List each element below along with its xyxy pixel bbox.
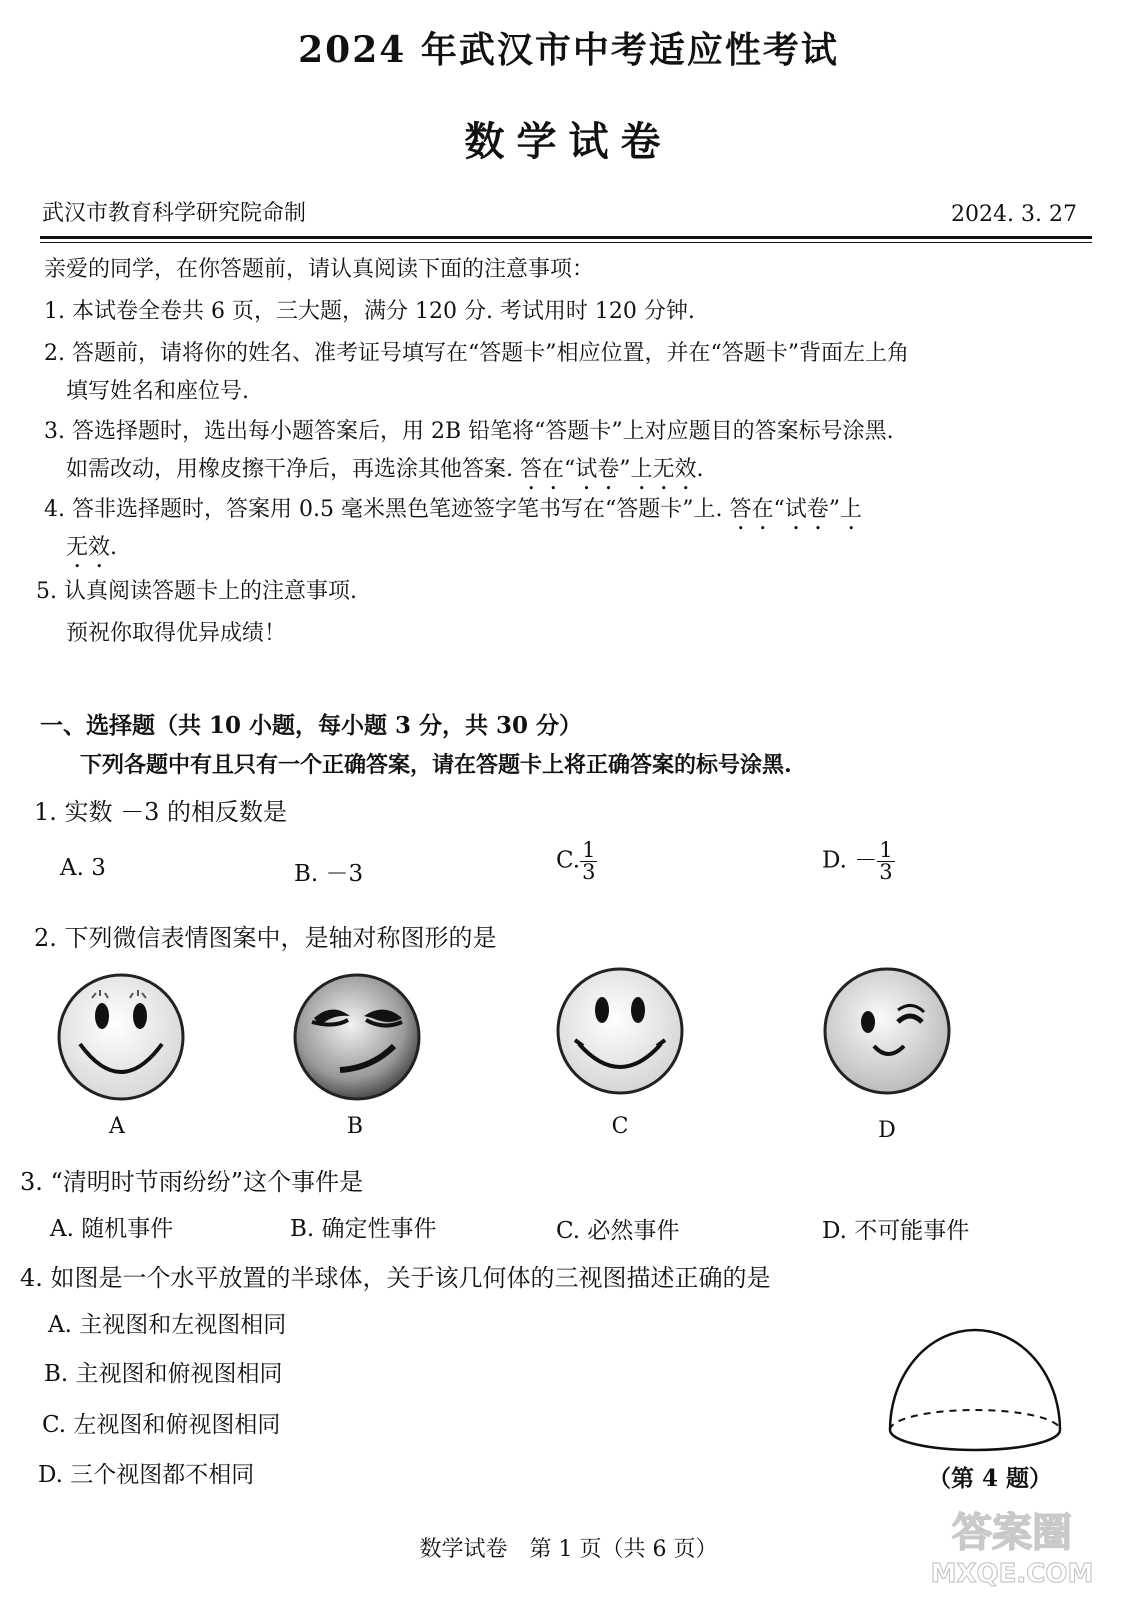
emoji-face-c — [555, 966, 685, 1096]
q1-option-c-prefix: C. — [556, 847, 581, 874]
q1-option-d-denominator: 3 — [879, 860, 893, 884]
notice-item-5: 5. 认真阅读答题卡上的注意事项. — [36, 579, 357, 604]
q1-stem: 1. 实数 －3 的相反数是 — [34, 798, 288, 826]
notice-item-3-line1: 3. 答选择题时，选出每小题答案后，用 2B 铅笔将“答题卡”上对应题目的答案标号涂黑. — [44, 419, 894, 444]
watermark-logo — [917, 1500, 1107, 1590]
q2-label-c: C — [611, 1114, 629, 1139]
notice-item-4-period: . — [110, 535, 118, 560]
notice-item-3-emphasis: 答在“试卷”上无效 — [520, 457, 697, 482]
q1-option-d — [822, 840, 895, 883]
q4-option-d: D. 三个视图都不相同 — [38, 1462, 255, 1488]
q2-stem: 2. 下列微信表情图案中，是轴对称图形的是 — [34, 924, 497, 952]
notice-item-3-line2 — [66, 456, 1116, 495]
q1-option-c-denominator: 3 — [582, 860, 596, 884]
notice-item-1: 1. 本试卷全卷共 6 页，三大题，满分 120 分. 考试用时 120 分钟. — [44, 299, 695, 324]
notice-item-4-text: 4. 答非选择题时，答案用 0.5 毫米黑色笔迹签字笔书写在“答题卡”上. — [44, 497, 730, 522]
q2-label-d: D — [878, 1118, 896, 1143]
q1-option-c-fraction — [580, 840, 597, 883]
q3-stem: 3. “清明时节雨纷纷”这个事件是 — [20, 1168, 364, 1196]
q4-figure-caption: （第 4 题） — [928, 1465, 1053, 1492]
q4-stem: 4. 如图是一个水平放置的半球体，关于该几何体的三视图描述正确的是 — [20, 1264, 771, 1292]
paper-subtitle: 数学试卷 — [464, 118, 673, 165]
section-heading: 一、选择题（共 10 小题，每小题 3 分，共 30 分） — [40, 712, 583, 739]
q1-option-d-fraction — [877, 840, 894, 883]
emoji-face-b — [292, 972, 422, 1102]
q1-option-a: A. 3 — [60, 855, 106, 881]
svg-text:MXQE.COM: MXQE.COM — [930, 1559, 1094, 1589]
notice-wish: 预祝你取得优异成绩！ — [66, 621, 287, 646]
q3-option-a: A. 随机事件 — [50, 1216, 174, 1242]
hemisphere-figure — [880, 1310, 1070, 1460]
q1-option-c-numerator: 1 — [582, 838, 596, 862]
notice-item-3-period: . — [696, 457, 704, 482]
q3-option-b: B. 确定性事件 — [290, 1216, 437, 1242]
q1-option-d-numerator: 1 — [879, 838, 893, 862]
notice-item-3-text: 如需改动，用橡皮擦干净后，再选涂其他答案. — [66, 457, 520, 482]
q1-option-b: B. －3 — [294, 861, 364, 887]
q1-option-d-prefix: D. － — [822, 847, 878, 874]
notice-item-4-emphasis-2: 无效 — [66, 535, 111, 560]
q1-option-c — [556, 840, 597, 883]
q2-label-b: B — [346, 1114, 364, 1139]
exam-title: 2024 年武汉市中考适应性考试 — [298, 29, 839, 71]
q3-option-d: D. 不可能事件 — [822, 1218, 970, 1244]
notice-item-4-line2 — [66, 534, 1116, 573]
q3-option-c: C. 必然事件 — [556, 1218, 680, 1244]
notice-item-4-emphasis: 答在“试卷”上 — [729, 497, 862, 522]
exam-date: 2024. 3. 27 — [951, 202, 1077, 227]
q4-option-a: A. 主视图和左视图相同 — [48, 1312, 287, 1338]
header-rule-thick — [40, 236, 1092, 239]
notice-item-2-line1: 2. 答题前，请将你的姓名、准考证号填写在“答题卡”相应位置，并在“答题卡”背面左上角 — [44, 341, 909, 366]
page-footer: 数学试卷 第 1 页（共 6 页） — [419, 1537, 718, 1562]
q4-option-c: C. 左视图和俯视图相同 — [42, 1412, 281, 1438]
q4-option-b: B. 主视图和俯视图相同 — [44, 1361, 283, 1387]
q2-label-a: A — [109, 1114, 125, 1139]
emoji-face-a — [56, 972, 186, 1102]
emoji-face-d — [822, 966, 952, 1096]
section-instruction: 下列各题中有且只有一个正确答案，请在答题卡上将正确答案的标号涂黑. — [80, 752, 792, 778]
svg-text:答案圈: 答案圈 — [952, 1510, 1072, 1556]
header-rule-thin — [40, 242, 1092, 243]
notice-item-4-line1 — [44, 496, 1094, 535]
notice-item-2-line2: 填写姓名和座位号. — [66, 379, 249, 404]
issuer: 武汉市教育科学研究院命制 — [42, 201, 307, 226]
notice-intro: 亲爱的同学，在你答题前，请认真阅读下面的注意事项： — [44, 257, 595, 282]
